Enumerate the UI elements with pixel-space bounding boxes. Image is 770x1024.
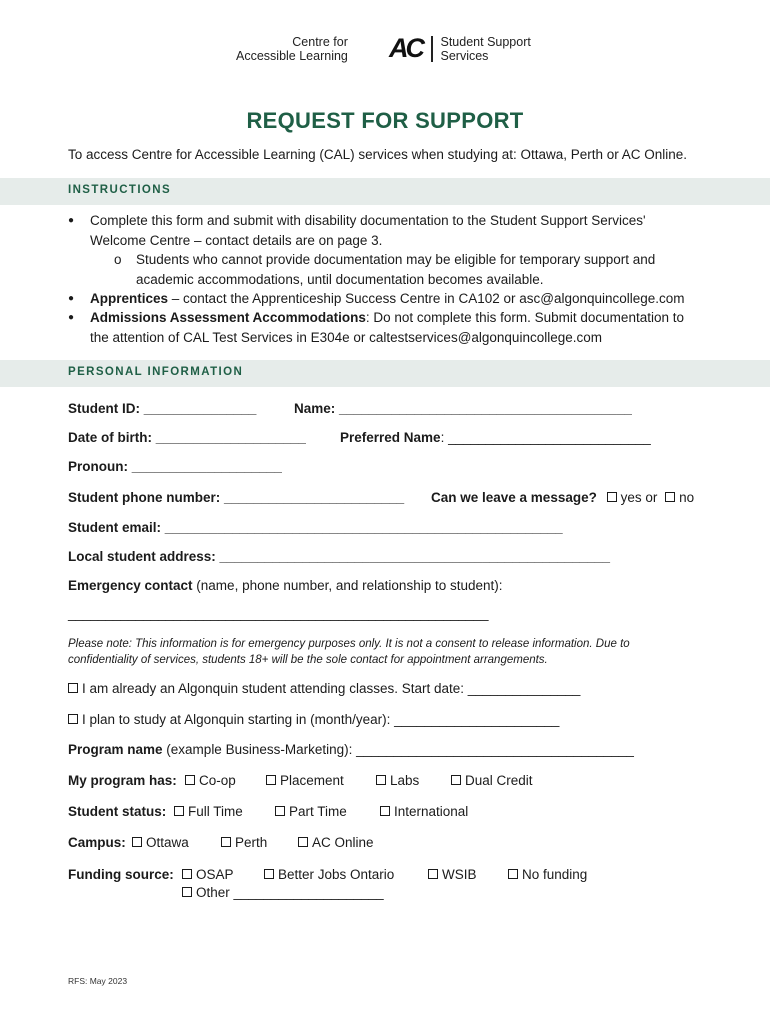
placement-option[interactable] [266,773,344,788]
coop-label: Co-op [199,773,236,788]
wsib-label: WSIB [442,867,477,882]
yes-checkbox[interactable] [607,492,617,502]
placement-checkbox[interactable] [266,775,276,785]
program-name-field[interactable] [68,742,634,757]
bullet-1-line2: Welcome Centre – contact details are on page 3. [90,232,383,248]
labs-option[interactable] [376,773,419,788]
cal-logo-line2: Accessible Learning [236,49,348,63]
bullet-3-rest: : Do not complete this form. Submit documentation to [365,310,684,325]
intro-text: To access Centre for Accessible Learning (CAL) services when studying at: Ottawa, Perth or AC Online. [68,147,688,162]
part-time-label: Part Time [289,804,347,819]
emergency-label-bold: Emergency contact [68,578,193,593]
dual-credit-label: Dual Credit [465,773,533,788]
coop-option[interactable] [185,773,236,788]
personal-info-header [0,360,770,387]
bullet-3-bold: Admissions Assessment Accommodations [90,310,366,325]
emergency-label-rest: (name, phone number, and relationship to student): [192,578,503,593]
note-line2: confidentiality of services, students 18+ will be the sole contact for appointment arrangements. [68,654,548,666]
coop-checkbox[interactable] [185,775,195,785]
perth-label: Perth [235,835,268,850]
already-student-label: I am already an Algonquin student attending classes. Start date: _______________ [82,681,581,696]
preferred-name-line: : ___________________________ [440,430,651,445]
preferred-name-label: Preferred Name [340,430,441,445]
student-status-label: Student status: [68,804,167,819]
yes-label: yes or [620,490,658,505]
better-jobs-option[interactable] [264,867,394,882]
international-label: International [394,804,469,819]
emergency-contact-line[interactable]: ________________________________________________________ [68,606,489,621]
full-time-checkbox[interactable] [174,806,184,816]
labs-checkbox[interactable] [376,775,386,785]
no-funding-label: No funding [522,867,588,882]
already-student-option[interactable] [68,681,580,696]
bullet-icon: ● [68,215,75,226]
ss-logo-line2: Services [440,48,489,63]
cal-logo [236,35,348,63]
international-checkbox[interactable] [380,806,390,816]
emergency-note [68,636,630,668]
leave-message-question [431,490,694,505]
ss-logo-line1: Student Support [440,34,531,49]
sub-bullet-marker: o [114,252,122,267]
bullet-icon: ● [68,293,75,304]
osap-option[interactable] [182,867,234,882]
emergency-contact-label [68,578,503,593]
labs-label: Labs [390,773,420,788]
perth-option[interactable] [221,835,267,850]
no-label: no [679,490,695,505]
ac-mark: AC [389,33,422,63]
leave-message-label: Can we leave a message? [431,490,597,505]
preferred-name-field[interactable] [340,430,651,445]
address-field[interactable]: Local student address: ____________________________________________________ [68,549,610,564]
wsib-option[interactable] [428,867,477,882]
sub-bullet-line2: academic accommodations, until documentation becomes available. [136,271,544,287]
bullet-2-bold: Apprentices [90,291,169,306]
better-jobs-label: Better Jobs Ontario [278,867,395,882]
no-funding-checkbox[interactable] [508,869,518,879]
other-funding-checkbox[interactable] [182,887,192,897]
no-funding-option[interactable] [508,867,587,882]
part-time-checkbox[interactable] [275,806,285,816]
program-has-label: My program has: [68,773,177,788]
part-time-option[interactable] [275,804,347,819]
sub-bullet-line1: Students who cannot provide documentation may be eligible for temporary support and [136,252,656,267]
other-funding-label: Other ____________________ [196,885,384,900]
bullet-3-line2: the attention of CAL Test Services in E304e or caltestservices@algonquincollege.com [90,329,602,345]
form-footer: RFS: May 2023 [68,976,128,986]
name-field[interactable]: Name: _______________________________________ [294,401,632,416]
dual-credit-checkbox[interactable] [451,775,461,785]
ac-logo [389,33,531,64]
dual-credit-option[interactable] [451,773,533,788]
cal-logo-line1: Centre for [292,35,348,49]
placement-label: Placement [280,773,344,788]
plan-to-study-option[interactable] [68,712,559,727]
full-time-label: Full Time [188,804,243,819]
pronoun-field[interactable]: Pronoun: ____________________ [68,459,282,474]
no-checkbox[interactable] [665,492,675,502]
page-title: REQUEST FOR SUPPORT [246,108,524,133]
plan-to-study-checkbox[interactable] [68,714,78,724]
osap-label: OSAP [196,867,234,882]
email-field[interactable]: Student email: _____________________________________________________ [68,520,563,535]
ac-online-option[interactable] [298,835,374,850]
phone-field[interactable]: Student phone number: ________________________ [68,490,405,505]
personal-info-heading: PERSONAL INFORMATION [68,366,244,378]
bullet-1-line1: Complete this form and submit with disability documentation to the Student Support Services' [90,213,646,228]
program-name-line: (example Business-Marketing): _____________________________________ [162,742,634,757]
osap-checkbox[interactable] [182,869,192,879]
ottawa-checkbox[interactable] [132,837,142,847]
program-name-label: Program name [68,742,163,757]
perth-checkbox[interactable] [221,837,231,847]
student-id-field[interactable]: Student ID: _______________ [68,401,257,416]
dob-field[interactable]: Date of birth: ____________________ [68,430,306,445]
better-jobs-checkbox[interactable] [264,869,274,879]
already-student-checkbox[interactable] [68,683,78,693]
instructions-heading: INSTRUCTIONS [68,184,172,196]
ac-online-label: AC Online [312,835,374,850]
funding-source-label: Funding source: [68,867,174,882]
other-funding-option[interactable] [182,885,384,900]
international-option[interactable] [380,804,468,819]
campus-label: Campus: [68,835,126,850]
bullet-icon: ● [68,312,75,323]
bullet-2-rest: – contact the Apprenticeship Success Centre in CA102 or asc@algonquincollege.com [168,291,685,306]
logo-divider [431,36,433,62]
full-time-option[interactable] [174,804,243,819]
ottawa-option[interactable] [132,835,189,850]
ottawa-label: Ottawa [146,835,189,850]
ac-online-checkbox[interactable] [298,837,308,847]
note-line1: Please note: This information is for emergency purposes only. It is not a consent to release information. Due to [68,638,630,650]
plan-to-study-label: I plan to study at Algonquin starting in (month/year): ______________________ [82,712,560,727]
wsib-checkbox[interactable] [428,869,438,879]
instructions-header [0,178,770,205]
